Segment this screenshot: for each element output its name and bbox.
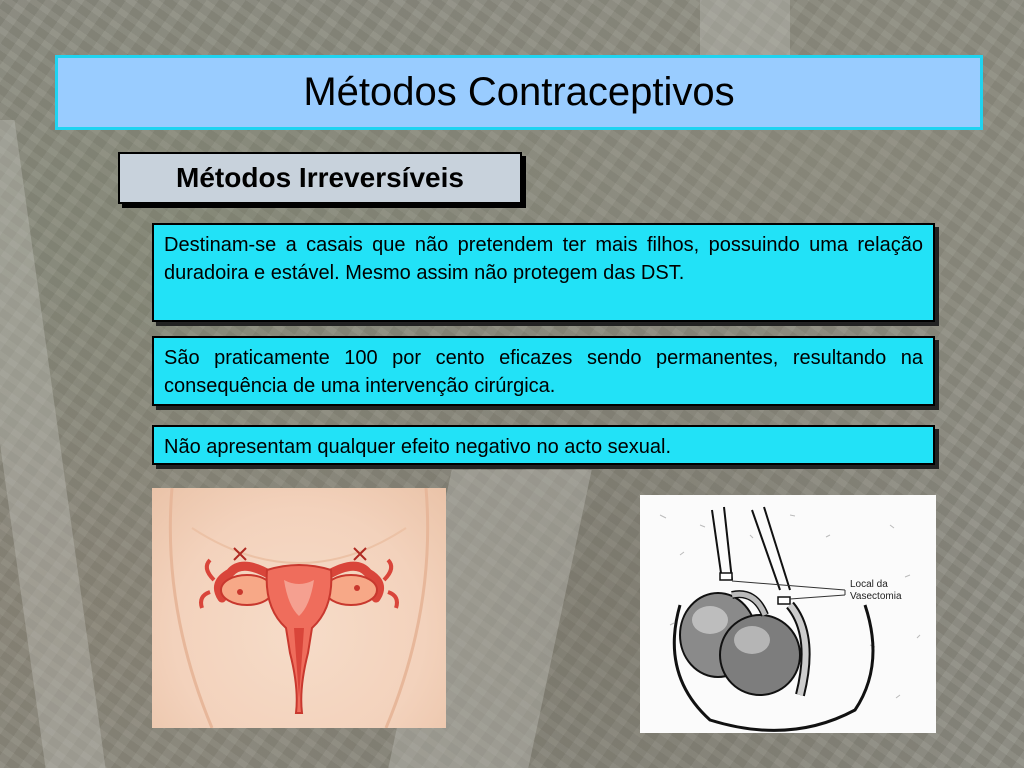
section-subtitle-box bbox=[118, 152, 522, 204]
info-box-description bbox=[152, 223, 935, 322]
info-box-efficacy bbox=[152, 336, 935, 406]
info-text: São praticamente 100 por cento eficazes sendo permanentes, resultando na consequência de uma intervenção cirúrgica. bbox=[164, 347, 923, 397]
vasectomy-label-line2: Vasectomia bbox=[850, 591, 902, 602]
background-road bbox=[0, 120, 106, 768]
vasectomy-label-line1: Local da bbox=[850, 579, 888, 590]
vasectomy-illustration bbox=[640, 495, 936, 733]
background-road bbox=[700, 0, 790, 60]
slide-title-box bbox=[55, 55, 983, 130]
uterus-illustration bbox=[152, 488, 446, 728]
vasectomy-diagram-icon bbox=[640, 495, 936, 733]
info-text: Não apresentam qualquer efeito negativo no acto sexual. bbox=[164, 436, 672, 458]
uterus-tubal-ligation-icon bbox=[152, 488, 446, 728]
vasectomy-label bbox=[850, 579, 902, 603]
info-text: Destinam-se a casais que não pretendem ter mais filhos, possuindo uma relação duradoira e estável. Mesmo assim não protegem das DST. bbox=[164, 234, 923, 284]
slide-title: Métodos Contraceptivos bbox=[303, 70, 735, 114]
info-box-effects bbox=[152, 425, 935, 465]
section-subtitle: Métodos Irreversíveis bbox=[176, 162, 464, 193]
